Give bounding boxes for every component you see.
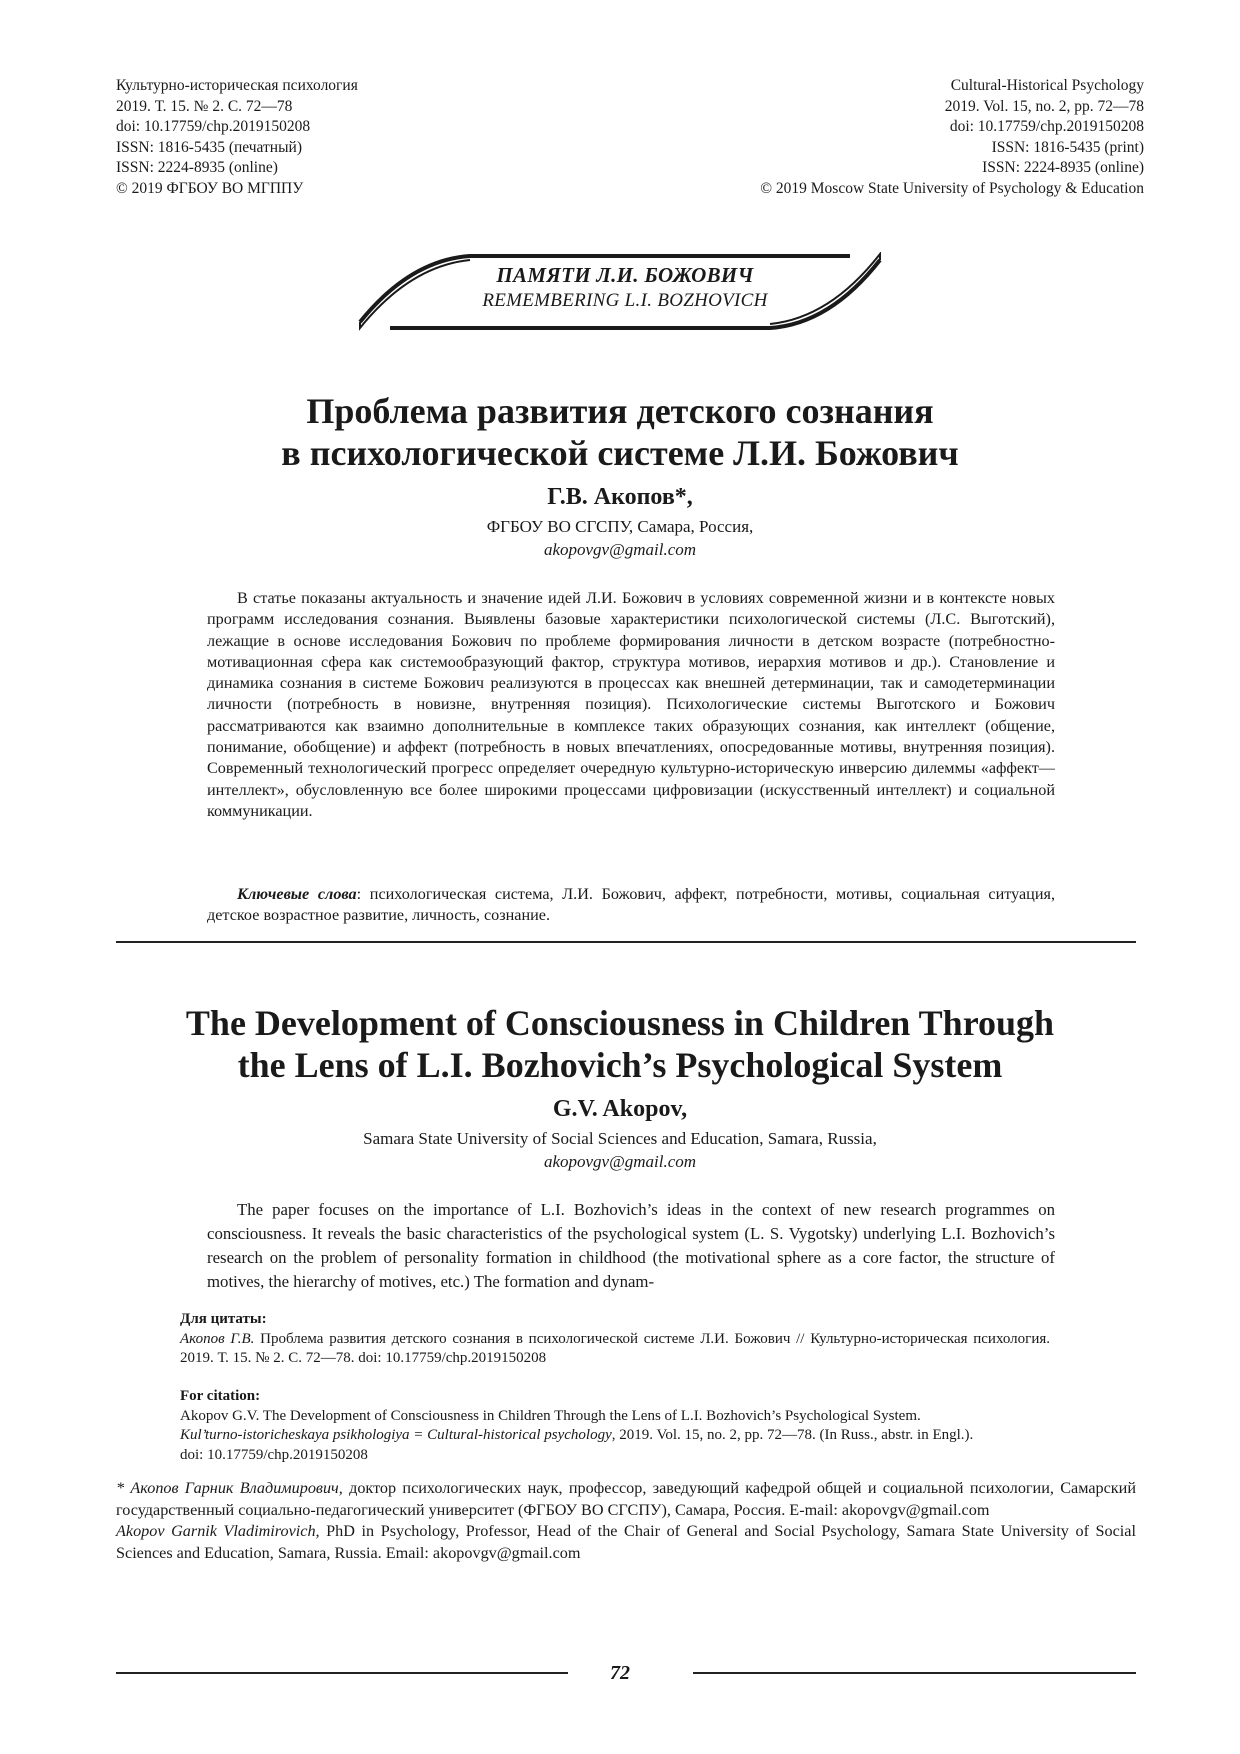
citation-ru bbox=[180, 1310, 1050, 1369]
footnote-ru bbox=[116, 1478, 1136, 1521]
email-ru: akopovgv@gmail.com bbox=[543, 540, 697, 559]
affiliation-ru: ФГБОУ ВО СГСПУ, Самара, Россия, bbox=[486, 517, 754, 536]
header-left-line: 2019. Т. 15. № 2. С. 72—78 bbox=[116, 97, 293, 115]
keywords-label: Ключевые слова bbox=[237, 885, 357, 903]
footnote-text-ru: доктор психологических наук, профессор, заведующий кафедрой общей и социальной психологии, Самарский государственный социально-педагогический университет (ФГБОУ ВО СГСПУ), Самара, Россия. E-mail: akopovgv@gmail.com bbox=[116, 1479, 1136, 1519]
citation-journal: Kul’turno-istoricheskaya psikhologiya = Cultural-historical psychology bbox=[180, 1427, 612, 1443]
abstract-en: The paper focuses on the importance of L.I. Bozhovich’s ideas in the context of new research programmes on consciousness. It reveals the basic characteristics of the psychological system (L. S. Vygotsky) underlying L.I. Bozhovich’s research on the problem of personality formation in childhood (the motivational sphere as a core factor, the structure of motives, the hierarchy of motives, etc.) The formation and dynam- bbox=[207, 1200, 1055, 1291]
citation-label-en: For citation: bbox=[180, 1388, 261, 1404]
citation-journal-line bbox=[180, 1426, 1050, 1446]
citation-label-ru: Для цитаты: bbox=[180, 1311, 267, 1327]
title-line: the Lens of L.I. Bozhovich’s Psychological System bbox=[237, 1045, 1003, 1085]
keywords-ru bbox=[207, 884, 1055, 927]
header-left-line: Культурно-историческая психология bbox=[116, 77, 358, 94]
citation-body-ru: Проблема развития детского сознания в психологической системе Л.И. Божович // Культурно-историческая психология. 2019. Т. 15. № 2. С. 72—78. doi: 10.17759/chp.2019150208 bbox=[180, 1330, 1051, 1366]
title-line: The Development of Consciousness in Children Through bbox=[185, 1003, 1055, 1043]
footnote-en bbox=[116, 1521, 1136, 1564]
footer-rule-left bbox=[116, 1672, 568, 1674]
email-en: akopovgv@gmail.com bbox=[543, 1152, 697, 1171]
section-divider bbox=[116, 941, 1136, 943]
banner-title-ru: ПАМЯТИ Л.И. БОЖОВИЧ bbox=[496, 263, 754, 287]
header-left-line: ISSN: 1816-5435 (печатный) bbox=[116, 138, 302, 156]
header-right-line: 2019. Vol. 15, no. 2, pp. 72—78 bbox=[944, 97, 1144, 115]
citation-line-en: Akopov G.V. The Development of Consciousness in Children Through the Lens of L.I. Bozhovich’s Psychological System. bbox=[180, 1407, 921, 1424]
title-line: Проблема развития детского сознания bbox=[306, 391, 934, 431]
page-number: 72 bbox=[610, 1662, 630, 1684]
footnote-name-en: Akopov Garnik Vladimirovich, bbox=[116, 1522, 320, 1540]
banner-title-en: REMEMBERING L.I. BOZHOVICH bbox=[482, 290, 768, 311]
citation-text-ru bbox=[180, 1330, 1050, 1369]
header-left-line: © 2019 ФГБОУ ВО МГППУ bbox=[116, 179, 304, 197]
abstract-ru: В статье показаны актуальность и значение идей Л.И. Божович в условиях современной жизни и в контексте новых программ исследования сознания. Выявлены базовые характеристики психологической системы (Л.С. Выготский), лежащие в основе исследования Божович по проблеме формирования личности в детском возрасте (потребностно-мотивационная сфера как системообразующий фактор, структура мотивов, иерархия мотивов и др.). Становление и динамика сознания в системе Божович реализуются в процессах как внешней детерминации, так и самодетерминации личности (потребность в новизне, внутренняя позиция). Психологические системы Выготского и Божович рассматриваются как взаимно дополнительные в комплексе таких образующих сознания, как интеллект (общение, понимание, обобщение) и аффект (потребность в новых впечатлениях, опосредованные мотивы, внутренняя позиция). Современный технологический прогресс определяет очередную культурно-историческую инверсию дилеммы «аффект—интеллект», обусловленную все более широкими процессами цифровизации (искусственный интеллект) и социальной коммуникации. bbox=[207, 589, 1055, 820]
footer-rule-right bbox=[693, 1672, 1136, 1674]
header-right bbox=[760, 76, 1144, 199]
header-left-line: ISSN: 2224-8935 (online) bbox=[116, 159, 278, 176]
title-line: в психологической системе Л.И. Божович bbox=[281, 433, 959, 473]
header-right-line: © 2019 Moscow State University of Psychology & Education bbox=[760, 179, 1144, 197]
footnote-text-en: PhD in Psychology, Professor, Head of the Chair of General and Social Psychology, Samara State University of Social Sciences and Education, Samara, Russia. Email: akopovgv@gmail.com bbox=[116, 1522, 1136, 1562]
header-right-line: ISSN: 2224-8935 (online) bbox=[982, 159, 1144, 176]
footnote-name-ru: * Акопов Гарник Владимирович, bbox=[116, 1479, 343, 1497]
citation-doi: doi: 10.17759/chp.2019150208 bbox=[180, 1446, 368, 1463]
keywords-text: : психологическая система, Л.И. Божович, аффект, потребности, мотивы, социальная ситуация, детское возрастное развитие, личность, сознание. bbox=[207, 885, 1055, 925]
author-name-en: G.V. Akopov, bbox=[552, 1096, 688, 1122]
author-footnote bbox=[116, 1478, 1136, 1564]
affiliation-en: Samara State University of Social Sciences and Education, Samara, Russia, bbox=[363, 1129, 877, 1148]
citation-author-ru: Акопов Г.В. bbox=[180, 1330, 255, 1347]
header-left bbox=[116, 76, 358, 199]
article-title-ru bbox=[100, 390, 1140, 474]
header-right-line: Cultural-Historical Psychology bbox=[950, 77, 1144, 94]
header-right-line: doi: 10.17759/chp.2019150208 bbox=[949, 118, 1144, 135]
citation-en bbox=[180, 1387, 1050, 1465]
header-right-line: ISSN: 1816-5435 (print) bbox=[991, 138, 1144, 156]
citation-rest: , 2019. Vol. 15, no. 2, pp. 72—78. (In Russ., abstr. in Engl.). bbox=[611, 1427, 974, 1443]
header-left-line: doi: 10.17759/chp.2019150208 bbox=[116, 118, 311, 135]
author-name-ru: Г.В. Акопов*, bbox=[547, 484, 693, 510]
article-title-en bbox=[100, 1002, 1140, 1086]
